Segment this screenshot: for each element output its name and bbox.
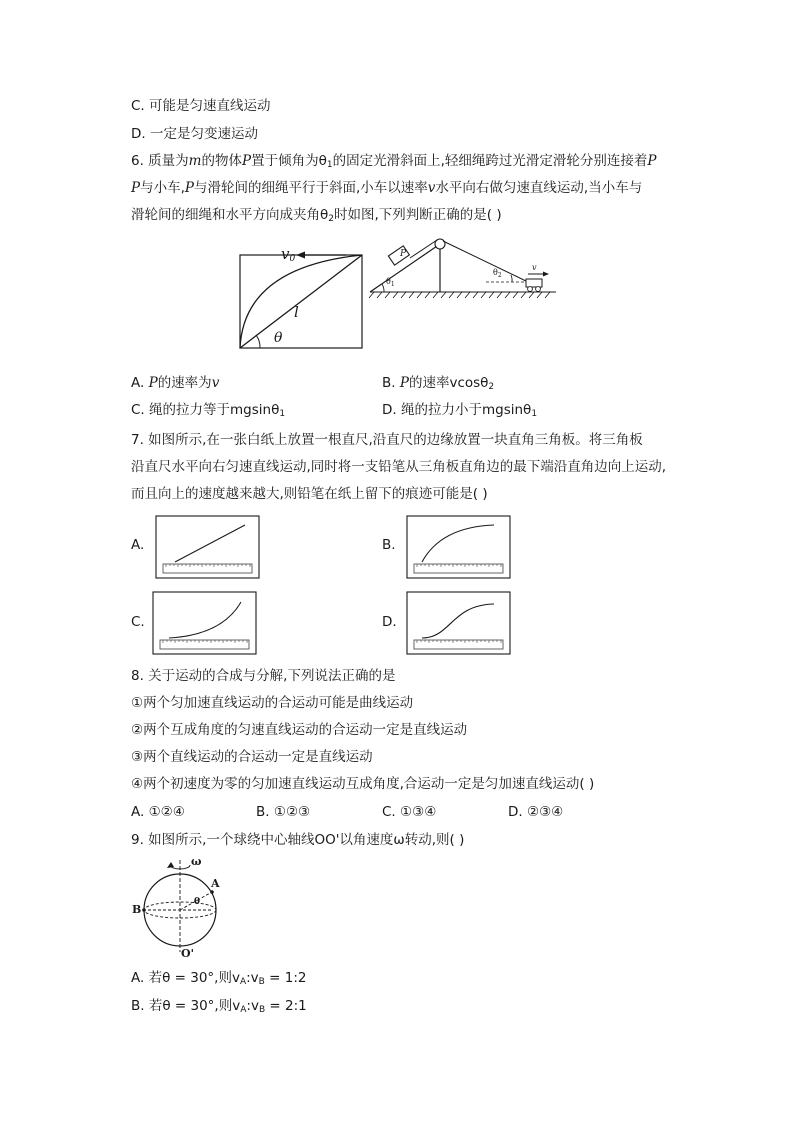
q6-option-a: A. P的速率为v [131, 375, 220, 391]
q7-label-b: B. [382, 537, 396, 553]
q7c-ruler [160, 640, 249, 649]
q8-statement-3: ③两个直线运动的合运动一定是直线运动 [131, 749, 373, 765]
q6-right-label-theta1: $\theta_1$ [386, 277, 395, 288]
q6-right-wheel2 [536, 287, 541, 292]
q8-statement-2: ②两个互成角度的匀速直线运动的合运动一定是直线运动 [131, 722, 468, 738]
q9-label-oprime: O' [181, 947, 194, 960]
q7-label-c: C. [131, 614, 145, 630]
q8-option-c: C. ①③④ [382, 804, 437, 820]
q6-right-hatching [369, 292, 550, 298]
q6-figure-right [366, 232, 558, 302]
q6-right-angle2-arc [511, 275, 512, 282]
q7-stem-line3: 而且向上的速度越来越大,则铅笔在纸上留下的痕迹可能是( ) [131, 486, 488, 502]
q9-point-a [210, 890, 214, 894]
q5-option-d: D. 一定是匀变速运动 [131, 126, 258, 142]
q7-graph-b [406, 515, 511, 579]
q8-statement-4: ④两个初速度为零的匀加速直线运动互成角度,合运动一定是匀加速直线运动( ) [131, 776, 595, 792]
q6-option-b: B. P的速率vcosθ$_2$ [382, 375, 495, 392]
q8-statement-1: ①两个匀加速直线运动的合运动可能是曲线运动 [131, 695, 414, 711]
q6-right-label-p: P [400, 249, 407, 259]
q6-stem-line3: 滑轮间的细绳和水平方向成夹角$\theta_2$时如图,下列判断正确的是( ) [131, 207, 502, 224]
q8-option-d: D. ②③④ [508, 804, 564, 820]
q6-option-d: D. 绳的拉力小于mgsinθ$_1$ [382, 402, 538, 419]
q9-rotation-arrowhead [167, 862, 174, 868]
q6-stem-line2: P与小车,P与滑轮间的细绳平行于斜面,小车以速率v水平向右做匀速直线运动,当小车与 [131, 180, 643, 196]
q7-stem-line2: 沿直尺水平向右匀速直线运动,同时将一支铅笔从三角板直角边的最下端沿直角边向上运动, [131, 459, 667, 475]
q9-label-a: A [211, 877, 220, 890]
q7-label-d: D. [382, 614, 397, 630]
q6-right-label-v: v [532, 263, 537, 272]
q6-right-angle1-arc [382, 284, 384, 292]
q8-option-b: B. ①②③ [256, 804, 311, 820]
q7-graph-d [406, 591, 511, 655]
q6-label-theta: θ [274, 330, 283, 346]
q6-label-v0: $v_0$ [281, 245, 296, 264]
q6-right-wheel1 [528, 287, 533, 292]
q7b-ruler [414, 564, 503, 573]
q6-option-c: C. 绳的拉力等于mgsinθ$_1$ [131, 402, 286, 419]
q9-option-a: A. 若θ = 30°,则$v_A:v_B$ = 1:2 [131, 970, 307, 987]
q7-graph-a [155, 515, 260, 579]
q6-right-cart [526, 279, 542, 287]
q9-label-b: B [132, 903, 142, 916]
q6-stem-line1: 6. 质量为m的物体P置于倾角为$\theta_1$的固定光滑斜面上,轻细绳跨过光滑定滑轮分别连接着P [131, 153, 657, 170]
q6-right-rope-cart [443, 241, 528, 282]
q9-label-omega: ω [191, 855, 202, 868]
q9-stem: 9. 如图所示,一个球绕中心轴线OO'以角速度ω转动,则( ) [131, 832, 465, 848]
q7d-trace [422, 604, 494, 638]
q6-right-label-theta2: $\theta_2$ [493, 268, 502, 279]
q6-left-angle-arc [256, 335, 260, 348]
q9-option-b: B. 若θ = 30°,则$v_A:v_B$ = 2:1 [131, 998, 307, 1015]
q7a-ruler [163, 564, 252, 573]
q6-label-l: l [294, 303, 299, 321]
q9-label-theta: θ [194, 897, 201, 907]
q6-figure-left [236, 245, 366, 353]
q7d-ruler [414, 640, 503, 649]
q6-left-arrowhead [296, 252, 305, 259]
q6-right-v-arrowhead [543, 272, 549, 277]
q7-label-a: A. [131, 537, 145, 553]
q9-point-b [142, 908, 146, 912]
q8-option-a: A. ①②④ [131, 804, 185, 820]
q7-graph-c [152, 591, 257, 655]
q7-stem-line1: 7. 如图所示,在一张白纸上放置一根直尺,沿直尺的边缘放置一块直角三角板。将三角板 [131, 432, 643, 448]
q7b-trace [422, 525, 494, 562]
q6-right-block [388, 246, 409, 265]
q7a-trace [175, 525, 245, 562]
q7c-trace [169, 602, 241, 638]
q5-option-c: C. 可能是匀速直线运动 [131, 98, 271, 114]
q9-sphere-figure [128, 852, 228, 962]
q8-stem: 8. 关于运动的合成与分解,下列说法正确的是 [131, 668, 396, 684]
